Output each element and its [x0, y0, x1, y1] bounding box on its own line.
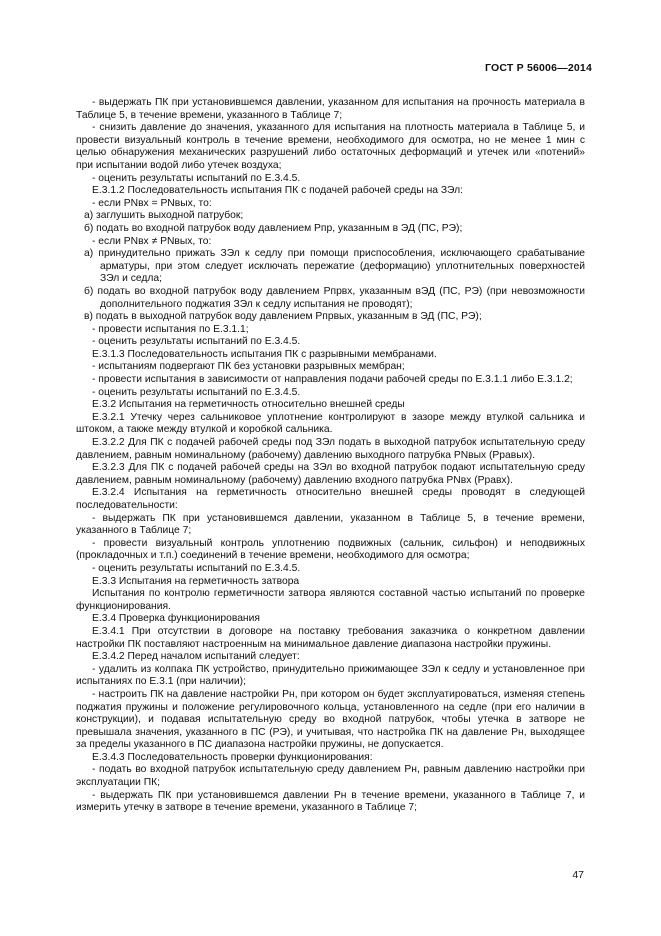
paragraph: - оценить результаты испытаний по Е.3.4.5.	[92, 336, 301, 348]
list-subitem: б) подать во входной патрубок воду давлением Рпр, указанным в ЭД (ПС, РЭ);	[84, 222, 463, 234]
paragraph: Е.3.4.2 Перед началом испытаний следует:	[92, 651, 300, 663]
paragraph: - оценить результаты испытаний по Е.3.4.5.	[92, 172, 301, 184]
paragraph: Е.3.4.1 При отсутствии в договоре на поставку требования заказчика о конкретном давлении настройки ПК поставляют настроенным на минимальное давление диапазона настройки пружины.	[76, 625, 585, 650]
paragraph: - настроить ПК на давление настройки Рн, при котором он будет эксплуатироваться, изменяя степень поджатия пружины и положение регулировочного кольца, установленного на седле (при его наличии в конструкции), и подавая испытательную среду во входной патрубок, чтобы утечка в затворе не превышала значения, указанного в ПС (РЭ), и учитывая, что настройка ПК на давление Рн, выходящее за пределы указанного в ПС диапазона настройки пружины, не допускается.	[76, 688, 585, 751]
paragraph: - провести испытания в зависимости от направления подачи рабочей среды по Е.3.1.1 либо Е.3.1.2;	[92, 374, 573, 386]
page-number: 47	[572, 869, 584, 881]
paragraph: - выдержать ПК при установившемся давлении Рн в течение времени, указанного в Таблице 7, и измерить утечку в затворе в течение времени, указанного в Таблице 7;	[76, 789, 585, 814]
paragraph: - провести визуальный контроль уплотнению подвижных (сальник, сильфон) и неподвижных (прокладочных и т.п.) соединений в течение времени, необходимого для осмотра;	[76, 537, 585, 562]
list-subitem: а) принудительно прижать ЗЭл к седлу при помощи приспособления, исключающего срабатывание арматуры, при этом следует исключать пережатие (деформацию) уплотнительных поверхностей ЗЭл и седла;	[84, 248, 585, 285]
paragraph: Е.3.2.3 Для ПК с подачей рабочей среды на ЗЭл во входной патрубок подают испытательную среду давлением, равным номинальному (рабочему) давлению входного патрубка PNвх (Рравх).	[76, 462, 585, 486]
paragraph: Е.3.2.4 Испытания на герметичность относительно внешней среды проводят в следующей последовательности:	[76, 487, 585, 511]
paragraph: Е.3.2 Испытания на герметичность относительно внешней среды	[92, 399, 405, 411]
paragraph: - снизить давление до значения, указанного для испытания на плотность материала в Таблице 5, и провести визуальный контроль в течение времени, необходимого для осмотра, но не менее 1 мин с целью обнаружения механических разрушений либо остаточных деформаций и утечек или «потений» при испытании водой либо утечек воздуха;	[76, 122, 585, 171]
paragraph: Е.3.4 Проверка функционирования	[92, 613, 260, 625]
document-code-header: ГОСТ Р 56006—2014	[484, 62, 592, 74]
document-body	[76, 97, 585, 815]
paragraph: Е.3.2.2 Для ПК с подачей рабочей среды под ЗЭл подать в выходной патрубок испытательную среду давлением, равным номинальному (рабочему) давлению выходного патрубка PNвых (Рравых).	[76, 437, 585, 461]
paragraph: Е.3.3 Испытания на герметичность затвора	[92, 575, 300, 587]
paragraph: - если PNвх = PNвых, то:	[92, 197, 212, 209]
paragraph: - испытаниям подвергают ПК без установки разрывных мембран;	[92, 361, 405, 373]
paragraph: - оценить результаты испытаний по Е.3.4.5.	[92, 562, 301, 574]
paragraph: Е.3.2.1 Утечку через сальниковое уплотнение контролируют в зазоре между втулкой сальника и штоком, а также между втулкой и коробкой сальника.	[76, 411, 585, 436]
paragraph: - выдержать ПК при установившемся давлении, указанном для испытания на прочность материала в Таблице 5, в течение времени, указанного в Таблице 7;	[76, 97, 585, 121]
paragraph: - если PNвх ≠ PNвых, то:	[92, 235, 212, 247]
paragraph: - подать во входной патрубок испытательную среду давлением Рн, равным давлению настройки при эксплуатации ПК;	[76, 764, 585, 789]
list-subitem: в) подать в выходной патрубок воду давлением Рпрвых, указанным в ЭД (ПС, РЭ);	[84, 311, 482, 323]
paragraph: Испытания по контролю герметичности затвора являются составной частью испытаний по проверке функционирования.	[76, 588, 585, 612]
paragraph: Е.3.1.3 Последовательность испытания ПК с разрывными мембранами.	[92, 348, 437, 360]
paragraph: Е.3.4.3 Последовательность проверки функционирования:	[92, 751, 373, 763]
list-subitem: б) подать во входной патрубок воду давлением Рпрвх, указанным вЭД (ПС, РЭ) (при невозможности дополнительного поджатия ЗЭл к седлу испытания не проводят);	[84, 285, 585, 310]
paragraph: - удалить из колпака ПК устройство, принудительно прижимающее ЗЭл к седлу и установленное при испытаниях по Е.3.1 (при наличии);	[76, 663, 585, 688]
paragraph: - провести испытания по Е.3.1.1;	[92, 323, 249, 335]
paragraph: - оценить результаты испытаний по Е.3.4.5.	[92, 386, 301, 398]
list-subitem: а) заглушить выходной патрубок;	[84, 210, 244, 222]
paragraph: Е.3.1.2 Последовательность испытания ПК с подачей рабочей среды на ЗЭл:	[92, 185, 463, 197]
paragraph: - выдержать ПК при установившемся давлении, указанном в Таблице 5, в течение времени, указанного в Таблице 7;	[76, 512, 585, 537]
